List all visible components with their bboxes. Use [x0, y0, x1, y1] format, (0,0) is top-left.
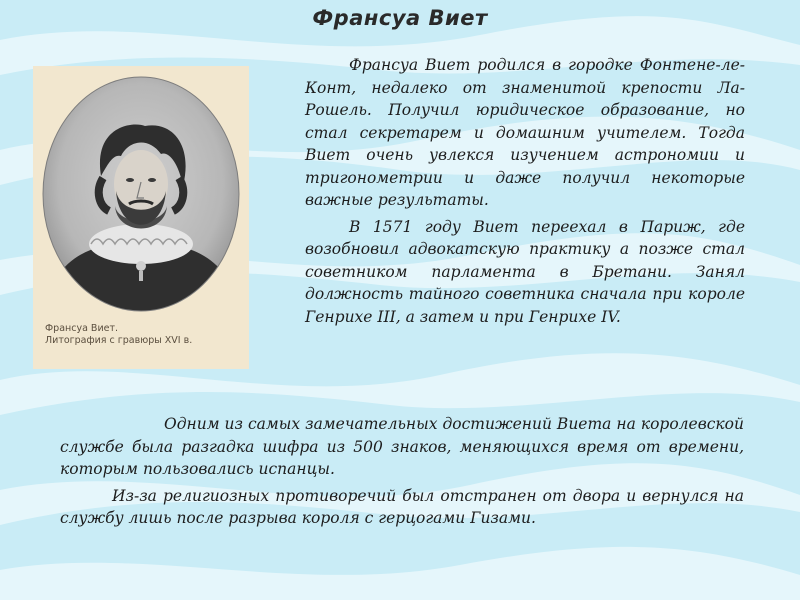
paragraph-cipher: Одним из самых замечательных достижений Виета на королевской службе была разгадка шифра из 500 знаков, меняющихся время от времени, которым пользовались испанцы.	[60, 415, 744, 478]
portrait-card	[33, 66, 249, 369]
page-title: Франсуа Виет	[312, 6, 488, 30]
portrait-caption-line1: Франсуа Виет.	[45, 323, 119, 334]
portrait-caption-line2: Литография с гравюры XVI в.	[45, 335, 193, 346]
right-column-text	[305, 54, 745, 332]
bottom-text	[60, 413, 744, 534]
portrait-caption	[45, 323, 192, 347]
paragraph-birth: Франсуа Виет родился в городке Фонтене-ле-Конт, недалеко от знаменитой крепости Ла- Рошель. Получил юридическое образование, но стал секретарем и домашним учителем. Тогда Виет очень увлекся изучением астрономии и тригонометрии и даже получил некоторые важные результаты.	[305, 56, 745, 209]
paragraph-dismissal: Из-за религиозных противоречий был отстранен от двора и вернулся на службу лишь после разрыва короля с герцогами Гизами.	[60, 486, 744, 527]
paragraph-paris: В 1571 году Виет переехал в Париж, где возобновил адвокатскую практику а позже стал советником парламента в Бретани. Занял должность тайного советника сначала при короле Генрихе III, а затем и при Генрихе IV.	[305, 217, 745, 326]
